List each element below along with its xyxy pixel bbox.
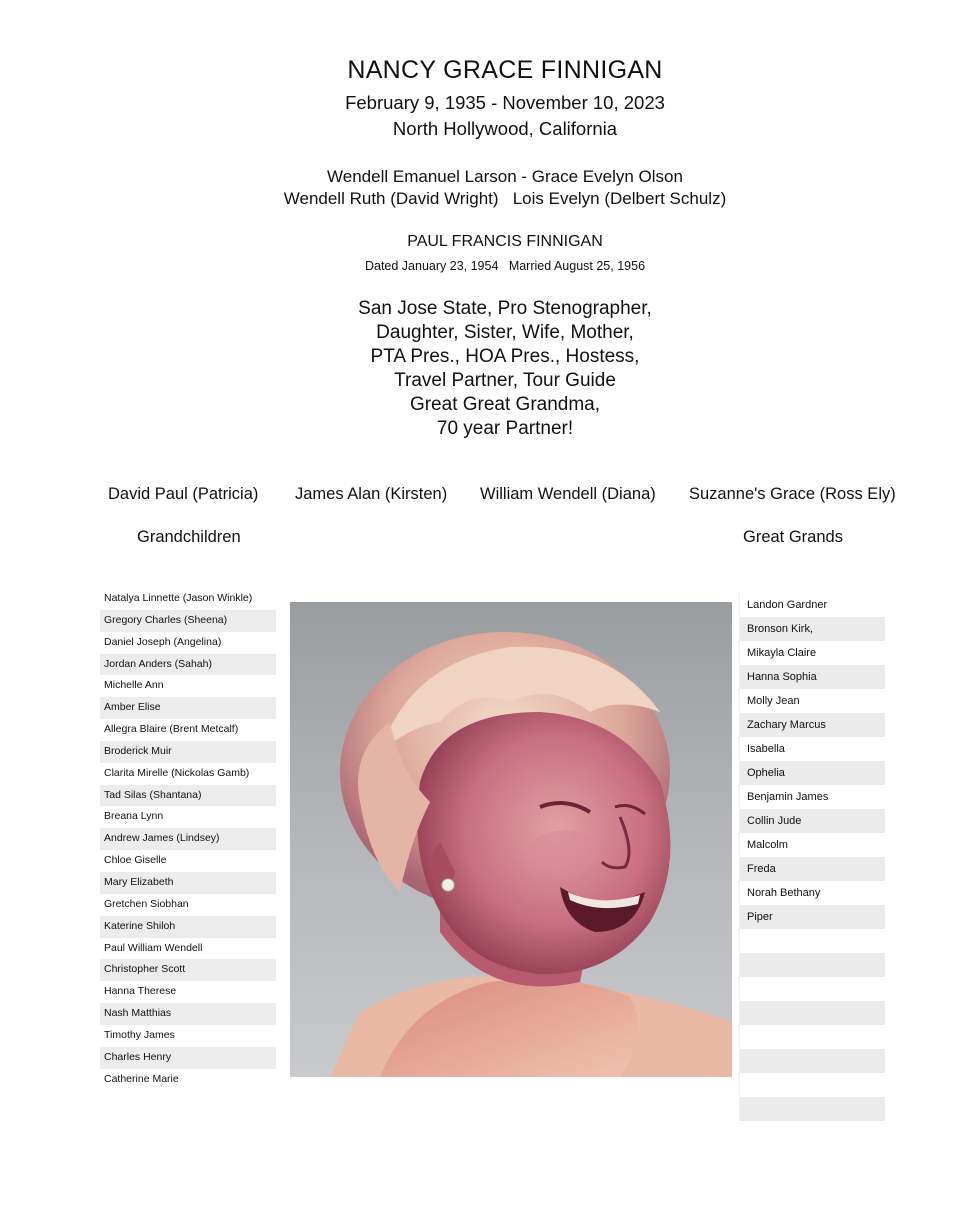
great-grand-row: Freda	[740, 857, 885, 881]
great-grand-row-empty	[740, 1001, 885, 1025]
grandchild-row: Natalya Linnette (Jason Winkle)	[104, 592, 253, 604]
grandchild-row: Hanna Therese	[104, 985, 177, 998]
grandchild-row: Catherine Marie	[104, 1072, 179, 1085]
dated-married: Dated January 23, 1954 Married August 25, 1956	[364, 259, 646, 273]
grandchild-row: Charles Henry	[100, 1047, 276, 1069]
deceased-name: NANCY GRACE FINNIGAN	[347, 56, 663, 84]
great-grand-row-empty	[740, 1049, 885, 1073]
great-grands-heading: Great Grands	[743, 528, 843, 546]
grandchild-row: Paul William Wendell	[104, 941, 203, 954]
epitaph-line: San Jose State, Pro Stenographer,	[358, 298, 652, 319]
grandchild-row: Michelle Ann	[104, 679, 164, 692]
child-name: David Paul (Patricia)	[108, 485, 259, 503]
life-dates: February 9, 1935 - November 10, 2023	[345, 92, 665, 113]
grandchild-row: Gretchen Siobhan	[104, 897, 189, 910]
grandchild-row: Nash Matthias	[100, 1003, 276, 1025]
great-grand-row: Bronson Kirk,	[740, 617, 885, 641]
grandchild-row: Allegra Blaire (Brent Metcalf)	[104, 723, 239, 736]
great-grand-row: Molly Jean	[747, 695, 800, 707]
great-grand-row: Mikayla Claire	[747, 647, 817, 659]
child-name: William Wendell (Diana)	[480, 485, 656, 503]
grandchild-row: Christopher Scott	[100, 959, 276, 981]
grandchildren-list	[100, 588, 276, 1090]
great-grand-row: Zachary Marcus	[740, 713, 885, 737]
great-grand-row: Isabella	[747, 743, 785, 755]
great-grand-row-empty	[740, 1025, 885, 1049]
great-grand-row-empty	[740, 1073, 885, 1097]
grandchild-row: Chloe Giselle	[104, 854, 167, 867]
epitaph-line: PTA Pres., HOA Pres., Hostess,	[370, 346, 640, 367]
grandchild-row: Gregory Charles (Sheena)	[100, 610, 276, 632]
grandchild-row: Clarita Mirelle (Nickolas Gamb)	[104, 766, 250, 779]
great-grand-row-empty	[740, 977, 885, 1001]
epitaph-line: Great Great Grandma,	[409, 394, 601, 415]
grandchild-row: Andrew James (Lindsey)	[100, 828, 276, 850]
child-name: Suzanne's Grace (Ross Ely)	[689, 485, 896, 503]
great-grand-row: Piper	[740, 905, 885, 929]
great-grand-row: Malcolm	[747, 839, 788, 851]
portrait-photo	[290, 602, 732, 1077]
great-grand-row-empty	[740, 953, 885, 977]
grandchild-row: Breana Lynn	[104, 810, 164, 823]
great-grand-row-empty	[740, 929, 885, 953]
great-grand-row-empty	[740, 1097, 885, 1121]
great-grand-row: Ophelia	[740, 761, 885, 785]
grandchild-row: Broderick Muir	[100, 741, 276, 763]
grandchild-row: Daniel Joseph (Angelina)	[104, 635, 222, 648]
grandchildren-heading: Grandchildren	[137, 528, 241, 546]
child-name: James Alan (Kirsten)	[295, 485, 448, 503]
great-grand-row: Benjamin James	[747, 791, 829, 803]
epitaph-line: Daughter, Sister, Wife, Mother,	[376, 322, 634, 343]
grandchild-row: Mary Elizabeth	[100, 872, 276, 894]
spouse-name: PAUL FRANCIS FINNIGAN	[407, 233, 603, 250]
epitaph-line: Travel Partner, Tour Guide	[394, 370, 616, 391]
grandchild-row: Jordan Anders (Sahah)	[100, 654, 276, 676]
great-grands-list	[739, 593, 885, 1121]
great-grand-row: Landon Gardner	[747, 599, 828, 611]
grandchild-row: Timothy James	[104, 1028, 175, 1041]
grandchild-row: Tad Silas (Shantana)	[100, 785, 276, 807]
siblings: Wendell Ruth (David Wright) Lois Evelyn (Delbert Schulz)	[283, 189, 727, 208]
great-grand-row: Collin Jude	[740, 809, 885, 833]
epitaph-line: 70 year Partner!	[436, 418, 574, 439]
grandchild-row: Amber Elise	[100, 697, 276, 719]
great-grand-row: Norah Bethany	[747, 887, 821, 899]
grandchild-row: Katerine Shiloh	[100, 916, 276, 938]
parents: Wendell Emanuel Larson - Grace Evelyn Olson	[327, 167, 683, 186]
birthplace: North Hollywood, California	[392, 118, 618, 139]
great-grand-row: Hanna Sophia	[740, 665, 885, 689]
